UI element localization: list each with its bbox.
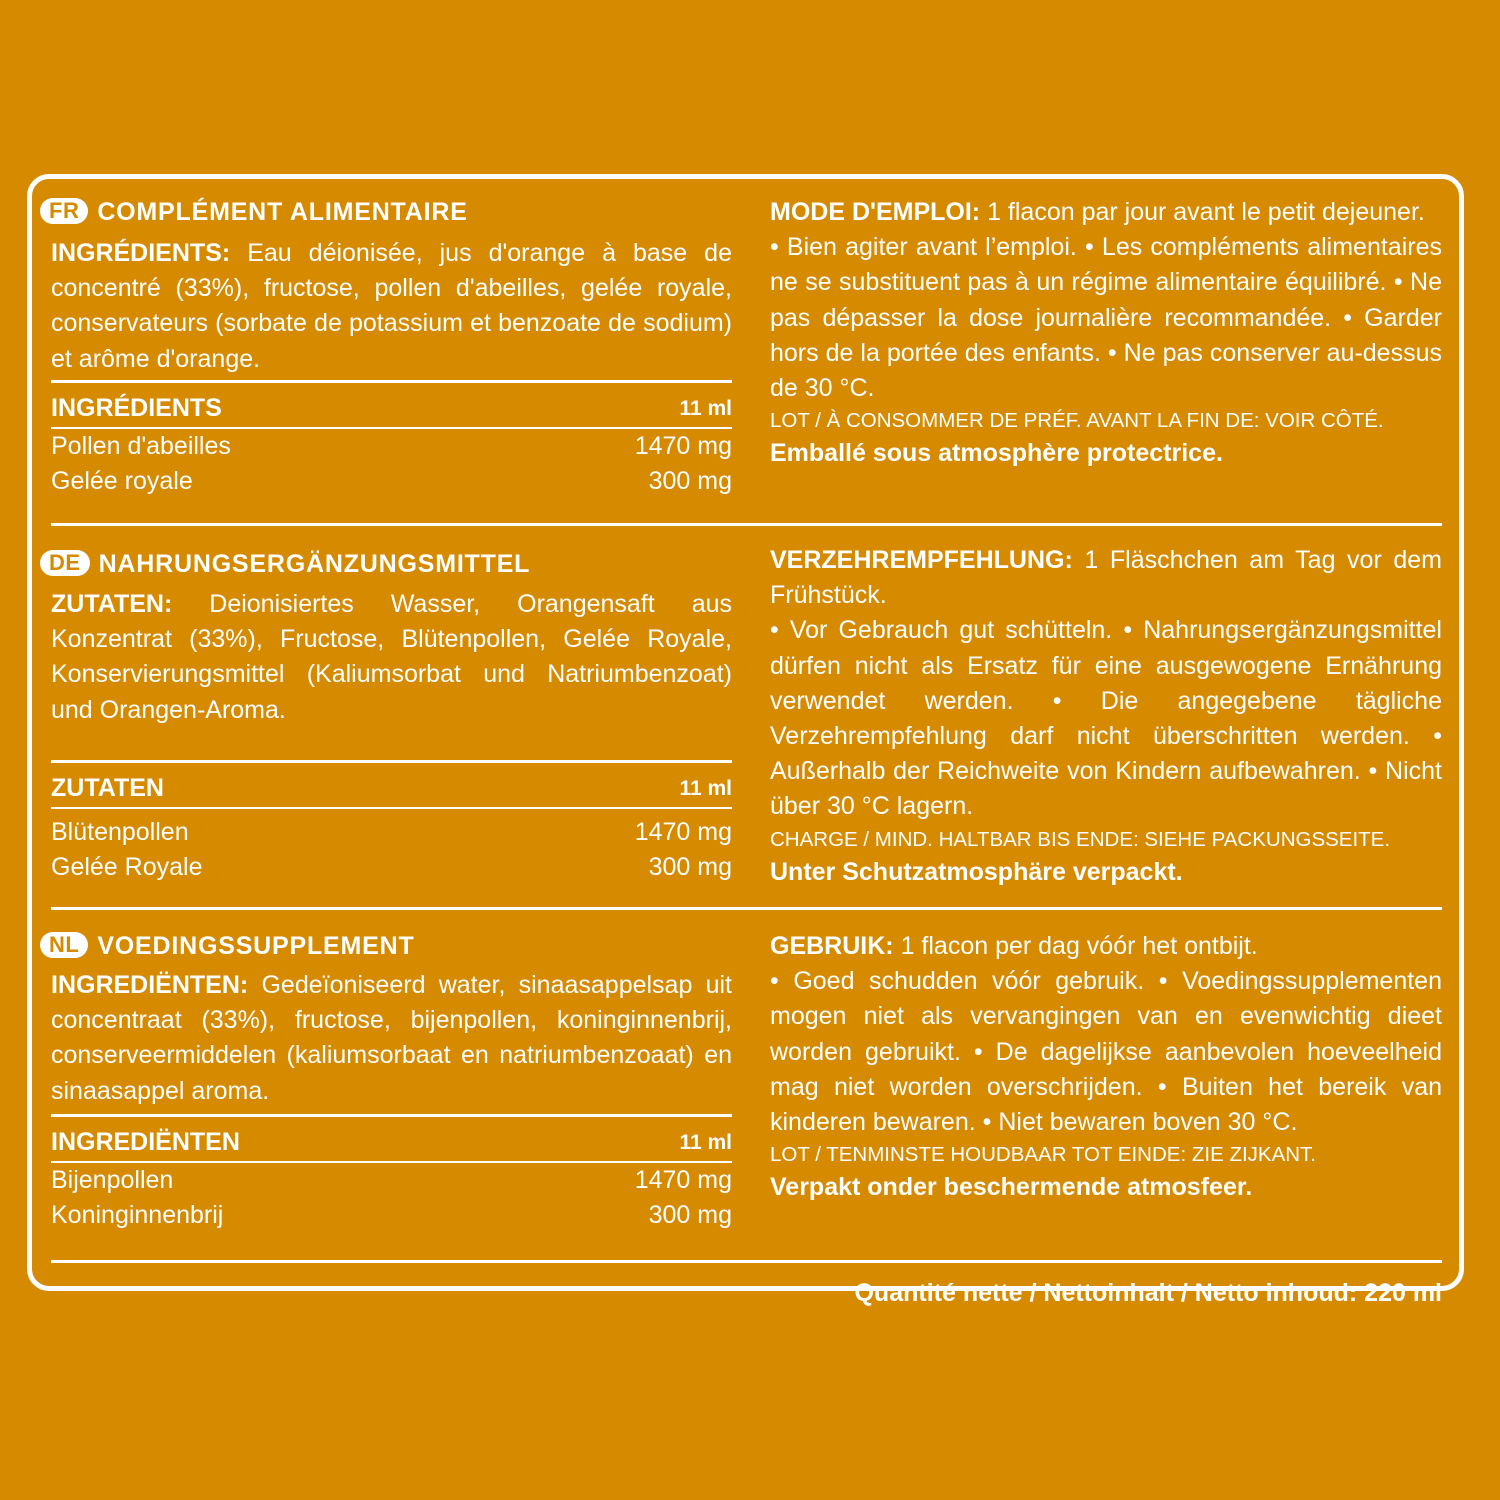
table-header-nl <box>51 1125 732 1161</box>
language-badge-de: DE <box>40 550 90 576</box>
table-row <box>51 815 732 851</box>
table-header-label: INGRÉDIENTS <box>51 394 222 422</box>
net-quantity: Quantité nette / Nettoinhalt / Netto inhoud: 220 ml <box>854 1279 1442 1307</box>
section-divider <box>51 523 1442 526</box>
table-row <box>51 429 732 465</box>
ingredients-table-nl <box>51 1114 732 1234</box>
table-rule <box>51 760 732 763</box>
table-row <box>51 464 732 500</box>
ingredients-table-de <box>51 760 732 886</box>
warnings-nl: • Goed schudden vóór gebruik. • Voedingssupplementen mogen niet als vervangingen van en evenwichtig dieet worden gebruikt. • De dagelijkse aanbevolen hoeveelheid mag niet worden overschrijden. • Buiten het bereik van kinderen bewaren. • Niet bewaren boven 30 °C. <box>770 967 1442 1137</box>
ingredients-label-fr: INGRÉDIENTS: <box>51 239 231 267</box>
lot-text-nl: LOT / TENMINSTE HOUDBAAR TOT EINDE: ZIE ZIJKANT. <box>770 1143 1317 1167</box>
usage-block-fr <box>770 195 1442 471</box>
usage-label-fr: MODE D'EMPLOI: <box>770 198 981 226</box>
warnings-de: • Vor Gebrauch gut schütteln. • Nahrungsergänzungsmittel dürfen nicht als Ersatz für eine ausgewogene Ernährung verwendet werden. • Die angegebene tägliche Verzehrempfehlung darf nicht überschritten werden. • Außerhalb der Reichweite von Kindern aufbewahren. • Nicht über 30 °C lagern. <box>770 616 1442 821</box>
section-divider <box>51 907 1442 910</box>
usage-text-de <box>770 543 1442 613</box>
section-title-de-text: NAHRUNGSERGÄNZUNGSMITTEL <box>98 550 531 578</box>
table-header-unit: 11 ml <box>679 777 732 800</box>
usage-label-de: VERZEHREMPFEHLUNG: <box>770 546 1073 574</box>
usage-block-nl <box>770 929 1442 1205</box>
table-rule <box>51 1114 732 1117</box>
row-name: Bijenpollen <box>51 1165 174 1194</box>
row-name: Gelée Royale <box>51 853 203 881</box>
packaging-text-nl: Verpakt onder beschermende atmosfeer. <box>770 1173 1253 1202</box>
ingredients-body-de: Deionisiertes Wasser, Orangensaft aus Konzentrat (33%), Fructose, Blütenpollen, Gelée Royale, Konservierungsmittel (Kaliumsorbat und Natriumbenzoat) und Orangen-Aroma. <box>51 590 732 724</box>
usage-body-de: 1 Fläschchen am Tag vor dem Frühstück. <box>770 546 1442 610</box>
row-name: Gelée royale <box>51 467 193 495</box>
table-header-de <box>51 771 732 807</box>
warnings-fr: • Bien agiter avant l’emploi. • Les compléments alimentaires ne se substituent pas à un régime alimentaire équilibré. • Ne pas dépasser la dose journalière recommandée. • Garder hors de la portée des enfants. • Ne pas conserver au-dessus de 30 °C. <box>770 233 1442 403</box>
table-header-unit: 11 ml <box>679 397 732 420</box>
row-value: 300 mg <box>648 1201 732 1229</box>
section-title-de <box>40 549 530 579</box>
section-title-nl-text: VOEDINGSSUPPLEMENT <box>97 932 415 960</box>
ingredients-label-nl: INGREDIËNTEN: <box>51 971 249 999</box>
row-name: Koninginnenbrij <box>51 1201 224 1229</box>
table-rule <box>51 807 732 809</box>
table-row <box>51 1198 732 1234</box>
usage-body-nl: 1 flacon per dag vóór het ontbijt. <box>900 932 1258 960</box>
table-rule <box>51 380 732 383</box>
ingredients-table-fr <box>51 380 732 500</box>
ingredients-body-nl: Gedeïoniseerd water, sinaasappelsap uit concentraat (33%), fructose, bijenpollen, koninginnenbrij, conserveermiddelen (kaliumsorbaat en natriumbenzoaat) en sinaasappel aroma. <box>51 971 732 1105</box>
section-title-fr-text: COMPLÉMENT ALIMENTAIRE <box>97 198 468 226</box>
row-value: 300 mg <box>648 467 732 495</box>
row-value: 1470 mg <box>634 817 732 846</box>
row-name: Blütenpollen <box>51 817 189 846</box>
packaging-text-fr: Emballé sous atmosphère protectrice. <box>770 439 1223 468</box>
section-divider <box>51 1260 1442 1263</box>
row-value: 1470 mg <box>634 431 732 460</box>
row-value: 300 mg <box>648 853 732 881</box>
language-badge-nl: NL <box>40 932 88 958</box>
table-header-fr <box>51 391 732 427</box>
section-title-nl <box>40 931 415 961</box>
lot-text-de: CHARGE / MIND. HALTBAR BIS ENDE: SIEHE PACKUNGSSEITE. <box>770 827 1391 851</box>
ingredients-label-de: ZUTATEN: <box>51 590 173 618</box>
section-title-fr <box>40 197 468 227</box>
row-name: Pollen d'abeilles <box>51 431 231 460</box>
table-row <box>51 850 732 886</box>
usage-body-fr: 1 flacon par jour avant le petit dejeuner. <box>987 198 1425 226</box>
row-value: 1470 mg <box>634 1165 732 1194</box>
packaging-text-de: Unter Schutzatmosphäre verpackt. <box>770 857 1183 886</box>
usage-label-nl: GEBRUIK: <box>770 932 894 960</box>
ingredients-body-fr: Eau déionisée, jus d'orange à base de concentré (33%), fructose, pollen d'abeilles, gelée royale, conservateurs (sorbate de potassium et benzoate de sodium) et arôme d'orange. <box>51 239 732 373</box>
table-header-unit: 11 ml <box>679 1131 732 1154</box>
table-row <box>51 1163 732 1199</box>
ingredients-text-fr <box>51 236 732 377</box>
table-header-label: ZUTATEN <box>51 774 164 802</box>
usage-text-nl <box>770 929 1442 964</box>
usage-block-de <box>770 543 1442 890</box>
ingredients-text-de <box>51 587 732 728</box>
ingredients-text-nl <box>51 968 732 1109</box>
usage-text-fr <box>770 195 1442 230</box>
language-badge-fr: FR <box>40 198 88 224</box>
lot-text-fr: LOT / À CONSOMMER DE PRÉF. AVANT LA FIN DE: VOIR CÔTÉ. <box>770 409 1384 433</box>
table-header-label: INGREDIËNTEN <box>51 1128 240 1156</box>
